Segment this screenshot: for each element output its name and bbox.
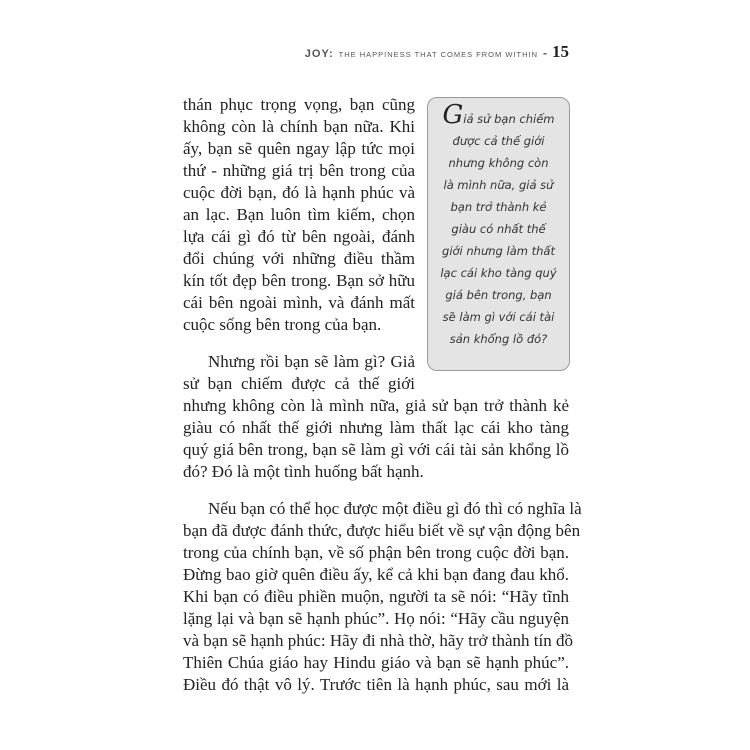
text-line: giàu có nhất thế giới nhưng làm thất lạc cái kho tàng bbox=[183, 418, 569, 437]
running-header bbox=[305, 42, 569, 62]
pull-quote-line: sản khổng lồ đó? bbox=[449, 332, 548, 346]
text-line: cái bên ngoài mình, và đánh mất bbox=[183, 293, 415, 312]
header-separator: - bbox=[543, 46, 547, 60]
text-line: cuộc sống bên trong của bạn. bbox=[183, 315, 382, 334]
text-line: nhưng không còn là mình nữa, giả sử bạn trở thành kẻ bbox=[183, 396, 569, 415]
text-line: đó? Đó là một tình huống bất hạnh. bbox=[183, 462, 424, 481]
pull-quote-line: giá bên trong, bạn bbox=[445, 288, 552, 302]
text-line: đổi chúng với những điều thầm bbox=[183, 249, 415, 268]
text-line: trong của chính bạn, về số phận bên trong cuộc đời bạn. bbox=[183, 543, 569, 562]
text-line: Khi bạn có điều phiền muộn, người ta sẽ nói: “Hãy tĩnh bbox=[183, 587, 569, 606]
paragraph-gap bbox=[183, 336, 569, 351]
text-line: kín tốt đẹp bên trong. Bạn sở hữu bbox=[183, 271, 415, 290]
text-line: bạn đã được đánh thức, được hiểu biết về sự vận động bên bbox=[183, 521, 581, 540]
text-line: quý giá bên trong, bạn sẽ làm gì với cái tài sản khổng lồ bbox=[183, 440, 569, 459]
pull-quote-line: bạn trở thành kẻ bbox=[450, 200, 547, 214]
pull-quote-line: là mình nữa, giả sử bbox=[443, 178, 554, 192]
text-line: Điều đó thật vô lý. Trước tiên là hạnh phúc, sau mới là bbox=[183, 675, 569, 694]
text-line: thứ - những giá trị bên trong của bbox=[183, 161, 415, 180]
header-title: JOY: bbox=[304, 48, 334, 60]
paragraph-gap bbox=[183, 483, 569, 498]
text-line: Đừng bao giờ quên điều ấy, kể cả khi bạn đang đau khổ. bbox=[183, 565, 569, 584]
pull-quote-line: nhưng không còn bbox=[448, 156, 549, 170]
pull-quote-line: giới nhưng làm thất bbox=[442, 244, 555, 258]
header-subtitle: THE HAPPINESS THAT COMES FROM WITHIN bbox=[338, 50, 538, 59]
text-line: không còn là chính bạn nữa. Khi bbox=[183, 117, 415, 136]
pull-quote-line: sẽ làm gì với cái tài bbox=[442, 310, 555, 324]
text-line: sử bạn chiếm được cả thế giới bbox=[183, 374, 415, 393]
text-line: cuộc đời bạn, đó là hạnh phúc và bbox=[183, 183, 415, 202]
paragraph-1 bbox=[183, 94, 569, 336]
paragraph-3 bbox=[183, 498, 582, 696]
pull-quote-line: lạc cái kho tàng quý bbox=[440, 266, 557, 280]
page-number: 15 bbox=[552, 42, 569, 61]
text-line: lựa cái gì đó từ bên ngoài, đánh bbox=[183, 227, 415, 246]
paragraph-2 bbox=[183, 351, 569, 483]
text-line: lặng lại và bạn sẽ hạnh phúc”. Họ nói: “Hãy cầu nguyện bbox=[183, 609, 569, 628]
text-line: Thiên Chúa giáo hay Hindu giáo và bạn sẽ hạnh phúc”. bbox=[183, 653, 569, 672]
text-line: thán phục trọng vọng, bạn cũng bbox=[183, 95, 415, 114]
text-line: an lạc. Bạn luôn tìm kiếm, chọn bbox=[183, 205, 415, 224]
body-text bbox=[183, 94, 582, 696]
text-line: ấy, bạn sẽ quên ngay lập tức mọi bbox=[183, 139, 415, 158]
text-line: và bạn sẽ hạnh phúc: Hãy đi nhà thờ, hãy trở thành tín đồ bbox=[183, 631, 574, 650]
text-line: Nhưng rồi bạn sẽ làm gì? Giả bbox=[208, 352, 415, 371]
pull-quote-text: iả sử bạn chiếm bbox=[463, 112, 555, 126]
drop-cap: G bbox=[442, 100, 464, 130]
text-line: Nếu bạn có thể học được một điều gì đó thì có nghĩa là bbox=[208, 499, 582, 518]
pull-quote-line: giàu có nhất thế bbox=[451, 222, 546, 236]
pull-quote-line: được cả thế giới bbox=[452, 134, 545, 148]
